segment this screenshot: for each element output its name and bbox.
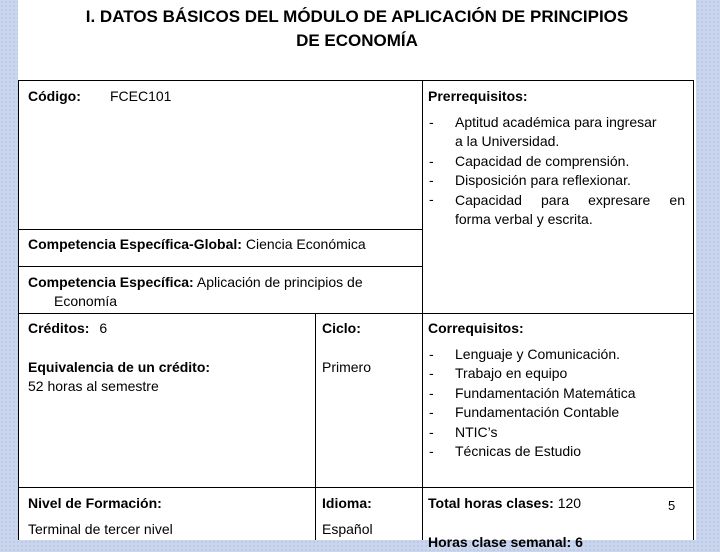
- document-page: [18, 0, 696, 550]
- correquisito-item: Fundamentación Contable: [455, 404, 620, 421]
- codigo-label: Código:: [28, 88, 81, 104]
- correquisito-item: Fundamentación Matemática: [455, 384, 636, 401]
- row-divider-competencia-global: [18, 229, 422, 230]
- horas-semana-partial: Horas clase semanal: 6: [428, 534, 583, 550]
- total-horas-row: [428, 494, 581, 513]
- prerrequisito-item-line: Aptitud académica para ingresar: [455, 114, 657, 130]
- total-horas-value: 120: [557, 495, 582, 511]
- nivel-label: Nivel de Formación:: [28, 495, 162, 511]
- page-number: 5: [668, 498, 676, 513]
- codigo-value: FCEC101: [110, 88, 172, 104]
- competencia-especifica-value-line-2: Economía: [54, 293, 118, 309]
- prerrequisitos-column-divider: [422, 80, 423, 313]
- competencia-especifica-row: [28, 273, 363, 292]
- correquisito-item: NTIC’s: [455, 423, 498, 440]
- row-divider-creditos: [18, 313, 694, 314]
- nivel-value: Terminal de tercer nivel: [28, 521, 173, 537]
- correquisito-dash: -: [429, 404, 434, 421]
- equivalencia-label: Equivalencia de un crédito:: [28, 359, 211, 375]
- correquisito-dashes: [429, 345, 434, 461]
- correquisitos-column-divider: [422, 313, 423, 540]
- prerrequisito-item-line: Capacidad de comprensión.: [455, 152, 630, 169]
- idioma-value: Español: [322, 521, 373, 537]
- idioma-label: Idioma:: [322, 495, 372, 511]
- correquisito-dash: -: [429, 423, 434, 440]
- prerrequisito-dash: -: [429, 191, 434, 207]
- creditos-row: [28, 319, 107, 338]
- ciclo-label: Ciclo:: [322, 320, 361, 336]
- row-divider-nivel: [18, 487, 694, 488]
- prerrequisito-dash: -: [429, 153, 434, 169]
- prerrequisito-item-line: a la Universidad.: [455, 133, 560, 150]
- document-title-line-1: I. DATOS BÁSICOS DEL MÓDULO DE APLICACIÓN DE PRINCIPIOS: [85, 7, 629, 26]
- equivalencia-value: 52 horas al semestre: [28, 378, 159, 394]
- prerrequisito-item-line: Capacidad para expresare en: [455, 191, 685, 208]
- correquisitos-list: [455, 345, 636, 461]
- prerrequisito-item-line: Disposición para reflexionar.: [455, 172, 631, 189]
- ciclo-value: Primero: [322, 359, 372, 375]
- correquisitos-label: Correquisitos:: [428, 320, 524, 336]
- competencia-global-row: [28, 235, 366, 254]
- correquisito-dash: -: [429, 443, 434, 460]
- table-left-border: [18, 80, 19, 540]
- prerrequisito-item-line: forma verbal y escrita.: [455, 211, 593, 228]
- creditos-label: Créditos:: [28, 320, 90, 336]
- competencia-global-label: Competencia Específica-Global:: [28, 236, 242, 252]
- correquisito-item: Lenguaje y Comunicación.: [455, 346, 620, 362]
- competencia-global-value: Ciencia Económica: [245, 236, 366, 252]
- table-top-border: [18, 80, 694, 81]
- correquisito-item: Trabajo en equipo: [455, 365, 568, 382]
- correquisito-item: Técnicas de Estudio: [455, 443, 582, 460]
- correquisito-dash: -: [429, 384, 434, 401]
- total-horas-label: Total horas clases:: [428, 495, 554, 511]
- prerrequisitos-label: Prerrequisitos:: [428, 88, 528, 104]
- row-divider-competencia-especifica: [18, 266, 422, 267]
- prerrequisito-dash: -: [429, 172, 434, 188]
- document-title-line-2: DE ECONOMÍA: [296, 31, 418, 50]
- correquisito-dash: -: [429, 346, 434, 362]
- table-right-border: [693, 80, 694, 540]
- creditos-value: 6: [99, 320, 108, 336]
- correquisito-dash: -: [429, 365, 434, 382]
- ciclo-column-divider: [315, 313, 316, 540]
- prerrequisitos-list: [455, 113, 685, 229]
- competencia-especifica-label: Competencia Específica:: [28, 274, 194, 290]
- competencia-especifica-value: Aplicación de principios de: [196, 274, 363, 290]
- prerrequisito-dash: -: [429, 114, 434, 130]
